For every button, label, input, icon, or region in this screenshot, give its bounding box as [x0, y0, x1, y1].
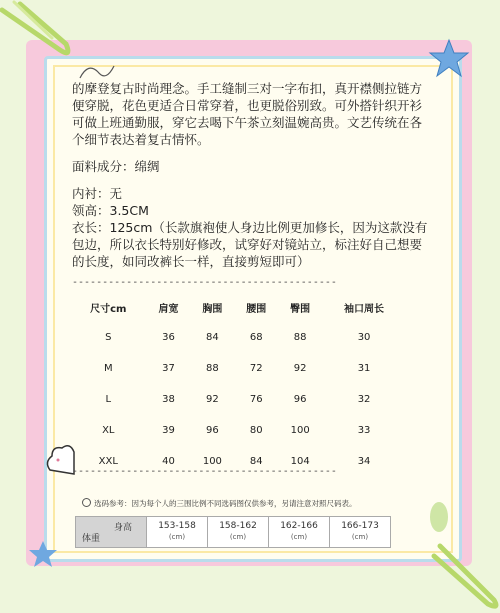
lining-text: 内衬：无 [72, 186, 123, 201]
table-row [70, 322, 406, 353]
paperclip-icon [0, 0, 80, 60]
table-cell: 31 [357, 363, 371, 374]
collar-text: 领高：3.5CM [72, 203, 149, 218]
unit-label: (cm) [229, 533, 247, 541]
table-cell: 30 [357, 332, 371, 343]
table-cell: 32 [357, 394, 371, 405]
table-cell: 88 [293, 332, 307, 343]
table-cell: M [103, 363, 113, 374]
hw-header-cell [76, 517, 147, 548]
table-cell: 96 [206, 425, 219, 436]
table-cell: 68 [249, 332, 263, 343]
height-range: 153-158 [158, 521, 196, 531]
table-row [76, 517, 391, 548]
size-reference-note [82, 498, 357, 509]
table-cell: 36 [162, 332, 175, 343]
table-row [70, 415, 406, 446]
hw-col [330, 517, 391, 548]
table-cell: L [105, 394, 112, 405]
size-table [70, 292, 406, 477]
table-cell: 34 [357, 456, 371, 467]
header-waist: 腰围 [246, 303, 267, 315]
table-cell: 88 [206, 363, 219, 374]
table-cell: 40 [162, 456, 175, 467]
height-label: 身高 [113, 523, 132, 533]
table-cell: 84 [206, 332, 219, 343]
table-cell: 100 [202, 456, 222, 467]
header-cuff: 袖口周长 [344, 303, 385, 315]
header-bust: 胸围 [202, 303, 223, 315]
table-cell: XXL [98, 456, 118, 467]
paperclip-icon [430, 540, 500, 613]
fabric-text: 面料成分：绵绸 [72, 159, 160, 174]
height-weight-table [75, 516, 391, 548]
size-reference-text: 选码参考：因为每个人的三围比例不同选码图仅供参考，另请注意对照尺码表。 [94, 499, 357, 508]
unit-label: (cm) [351, 533, 369, 541]
header-size: 尺寸cm [90, 303, 127, 315]
star-icon [428, 38, 470, 78]
star-icon [28, 540, 58, 568]
table-cell: S [105, 332, 112, 343]
weight-label: 体重 [82, 534, 101, 544]
table-cell: 100 [290, 425, 310, 436]
table-cell: 92 [206, 394, 219, 405]
size-table-header [70, 292, 406, 322]
table-cell: 84 [249, 456, 263, 467]
intro-text: 的摩登复古时尚理念。手工缝制三对一字布扣，真开襟侧拉链方便穿脱，花色更适合日常穿着，也更脱俗别致。可外搭针织开衫可做上班通勤服，穿它去喝下午茶立刻温婉高贵。文艺传统在各个细节表达着复古情怀。 [72, 81, 423, 147]
table-cell: 96 [293, 394, 307, 405]
table-cell: 92 [293, 363, 307, 374]
hw-col [208, 517, 269, 548]
unit-label: (cm) [290, 533, 308, 541]
circle-icon [82, 498, 91, 507]
header-shoulder: 肩宽 [158, 303, 179, 315]
table-cell: 72 [249, 363, 263, 374]
table-row [70, 353, 406, 384]
hw-col [147, 517, 208, 548]
description-block [72, 80, 432, 291]
hw-col [269, 517, 330, 548]
header-hip: 臀围 [290, 303, 311, 315]
table-cell: 39 [162, 425, 175, 436]
table-cell: 104 [290, 456, 310, 467]
table-cell: 33 [357, 425, 371, 436]
length-text: 衣长：125cm（长款旗袍使人身边比例更加修长，因为这款没有包边，所以衣长特别好修改，试穿好对镜站立，标注好自己想要的长度，如同改裤长一样，直接剪短即可） [72, 220, 428, 269]
table-cell: XL [102, 425, 115, 436]
leaf-icon [424, 500, 454, 534]
unit-label: (cm) [168, 533, 186, 541]
table-cell: 80 [249, 425, 263, 436]
height-range: 162-166 [280, 521, 318, 531]
divider: -------------------------------------------- [72, 466, 337, 477]
table-cell: 37 [162, 363, 175, 374]
divider: -------------------------------------------- [72, 277, 337, 288]
height-range: 166-173 [341, 521, 379, 531]
height-range: 158-162 [219, 521, 257, 531]
table-cell: 38 [162, 394, 175, 405]
table-row [70, 384, 406, 415]
table-cell: 76 [249, 394, 263, 405]
